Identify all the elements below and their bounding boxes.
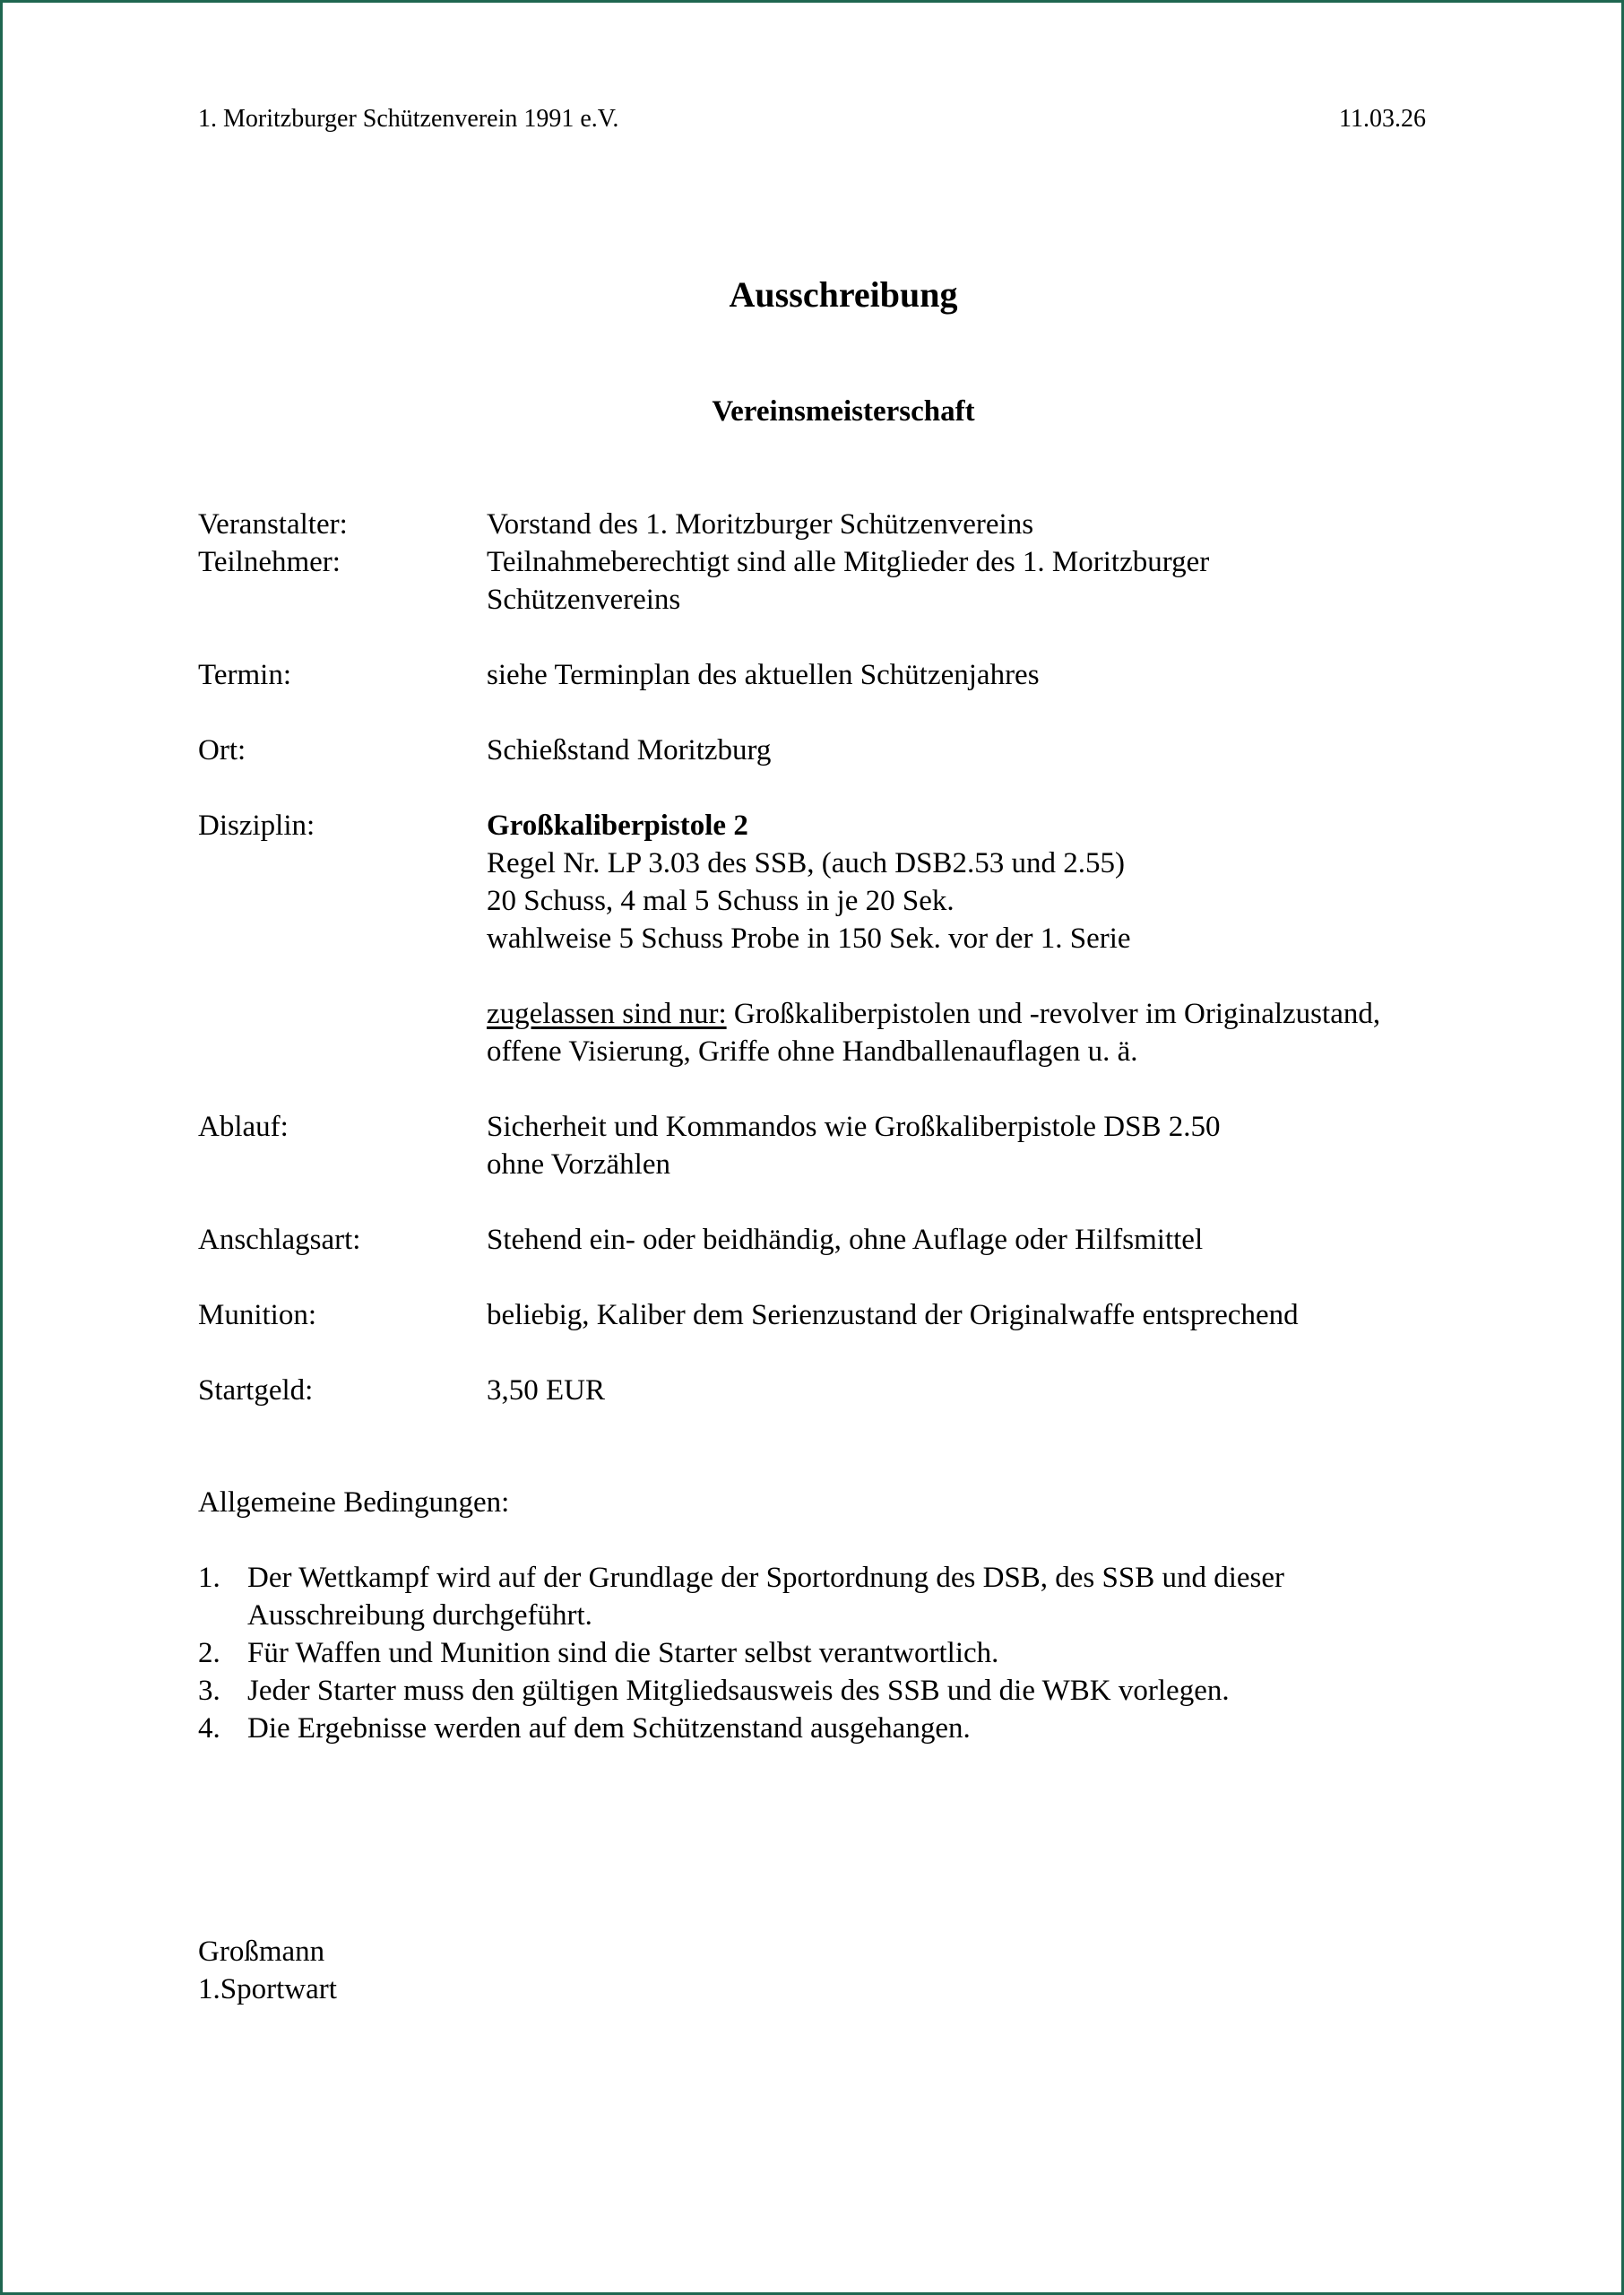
field-value-ablauf-line1: Sicherheit und Kommandos wie Großkaliberpistole DSB 2.50: [487, 1111, 1221, 1143]
field-label-ort: Ort:: [198, 734, 246, 766]
condition-text-4: Die Ergebnisse werden auf dem Schützenstand ausgehangen.: [247, 1712, 971, 1745]
field-label-veranstalter: Veranstalter:: [198, 508, 348, 541]
condition-number-4: 4.: [198, 1712, 220, 1745]
field-value-disziplin-name: Großkaliberpistole 2: [487, 810, 748, 842]
condition-number-2: 2.: [198, 1637, 220, 1669]
field-value-termin: siehe Terminplan des aktuellen Schützenjahres: [487, 659, 1040, 691]
field-value-teilnehmer-line2: Schützenvereins: [487, 584, 681, 616]
signature-role: 1.Sportwart: [198, 1973, 337, 2005]
field-value-ablauf-line2: ohne Vorzählen: [487, 1148, 670, 1181]
condition-number-1: 1.: [198, 1562, 220, 1594]
condition-number-3: 3.: [198, 1675, 220, 1707]
field-value-disziplin-line3: wahlweise 5 Schuss Probe in 150 Sek. vor der 1. Serie: [487, 922, 1131, 955]
field-label-disziplin: Disziplin:: [198, 810, 315, 842]
field-label-munition: Munition:: [198, 1299, 317, 1331]
field-label-startgeld: Startgeld:: [198, 1374, 314, 1407]
field-label-anschlagsart: Anschlagsart:: [198, 1224, 361, 1256]
field-value-munition: beliebig, Kaliber dem Serienzustand der Originalwaffe entsprechend: [487, 1299, 1299, 1331]
condition-text-1-line1: Der Wettkampf wird auf der Grundlage der Sportordnung des DSB, des SSB und dieser: [247, 1562, 1285, 1594]
document-subtitle: Vereinsmeisterschaft: [712, 395, 975, 428]
field-label-teilnehmer: Teilnehmer:: [198, 546, 341, 578]
field-label-ablauf: Ablauf:: [198, 1111, 289, 1143]
condition-text-3: Jeder Starter muss den gültigen Mitgliedsausweis des SSB und die WBK vorlegen.: [247, 1675, 1230, 1707]
allowed-weapons-line1: [487, 995, 1380, 1033]
condition-text-2: Für Waffen und Munition sind die Starter selbst verantwortlich.: [247, 1637, 999, 1669]
document-title: Ausschreibung: [729, 274, 958, 315]
field-value-ort: Schießstand Moritzburg: [487, 734, 772, 766]
field-value-disziplin-line1: Regel Nr. LP 3.03 des SSB, (auch DSB2.53 und 2.55): [487, 847, 1125, 879]
allowed-weapons-line2: offene Visierung, Griffe ohne Handballenauflagen u. ä.: [487, 1035, 1138, 1068]
conditions-heading: Allgemeine Bedingungen:: [198, 1486, 510, 1519]
signature-name: Großmann: [198, 1936, 325, 1968]
allowed-weapons-label: zugelassen sind nur:: [487, 998, 727, 1030]
field-value-anschlagsart: Stehend ein- oder beidhändig, ohne Auflage oder Hilfsmittel: [487, 1224, 1204, 1256]
allowed-weapons-text: Großkaliberpistolen und -revolver im Originalzustand,: [726, 998, 1381, 1030]
field-value-disziplin-line2: 20 Schuss, 4 mal 5 Schuss in je 20 Sek.: [487, 885, 955, 917]
field-value-veranstalter: Vorstand des 1. Moritzburger Schützenvereins: [487, 508, 1034, 541]
header-club-name: 1. Moritzburger Schützenverein 1991 e.V.: [198, 105, 619, 133]
field-value-startgeld: 3,50 EUR: [487, 1374, 605, 1407]
field-label-termin: Termin:: [198, 659, 291, 691]
header-date: 11.03.26: [1339, 105, 1426, 133]
field-value-teilnehmer-line1: Teilnahmeberechtigt sind alle Mitglieder des 1. Moritzburger: [487, 546, 1210, 578]
condition-text-1-line2: Ausschreibung durchgeführt.: [247, 1599, 592, 1632]
